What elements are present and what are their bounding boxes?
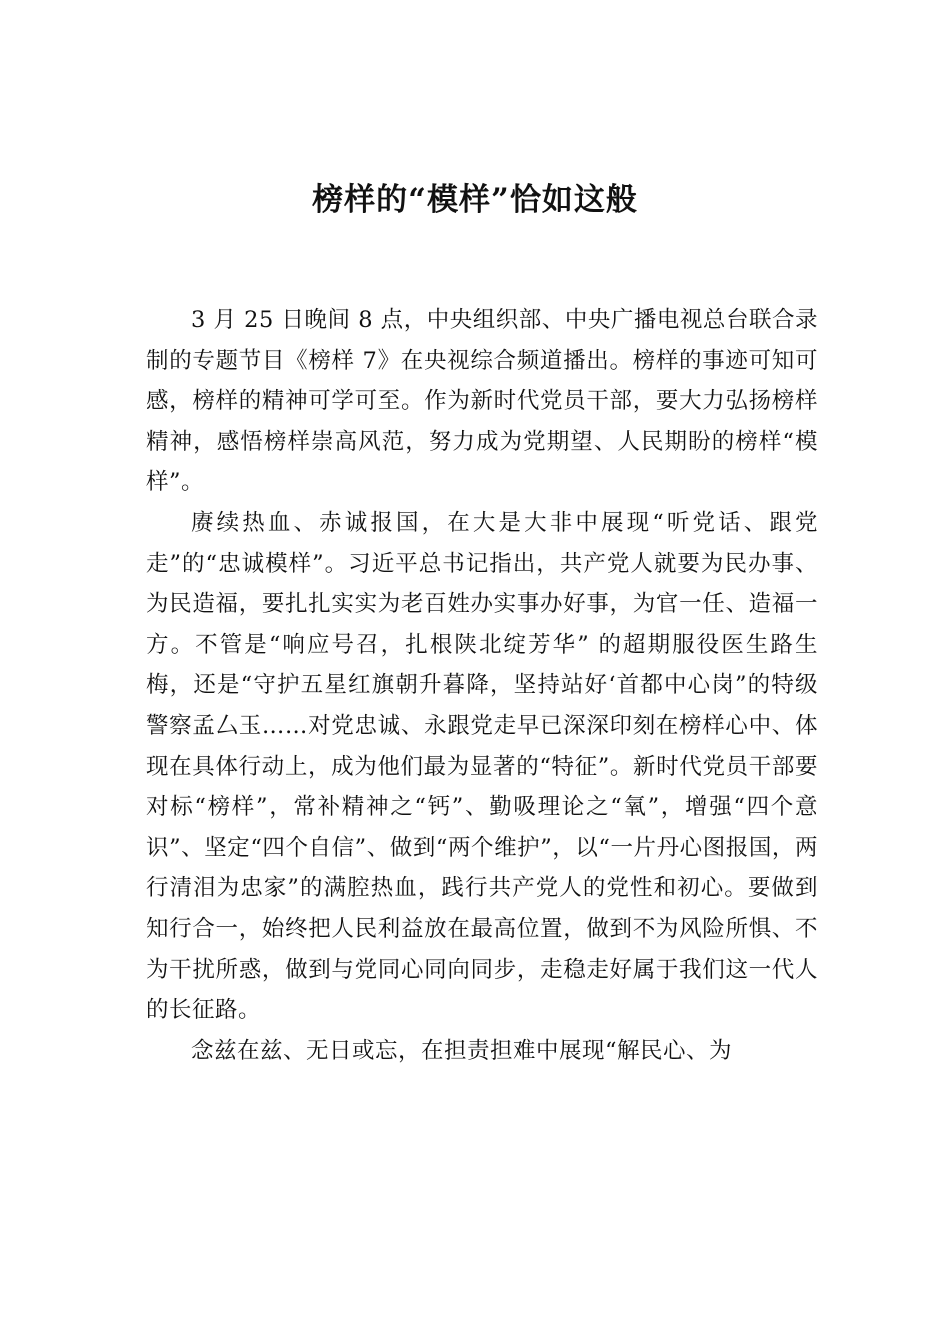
document-body	[146, 300, 818, 1071]
document-title: 榜样的“模样”恰如这般	[312, 182, 638, 218]
paragraph-3: 念兹在兹、无日或忘，在担责担难中展现“解民心、为	[191, 1037, 733, 1064]
paragraph-2: 赓续热血、赤诚报国，在大是大非中展现“听党话、跟党走”的“忠诚模样”。习近平总书记指出，共产党人就要为民办事、为民造福，要扎扎实实为老百姓办实事办好事，为官一任、造福一方。不管是“响应号召，扎根陕北绽芳华” 的超期服役医生路生梅，还是“守护五星红旗朝升暮降，坚持站好‘首都中心岗”的特级警察孟⼛玉……对党忠诚、永跟党走早已深深印刻在榜样心中、体现在具体行动上，成为他们最为显著的“特征”。新时代党员干部要对标“榜样”，常补精神之“钙”、勤吸理论之“氧”，增强“四个意识”、坚定“四个自信”、做到“两个维护”，以“一片丹心图报国，两行清泪为忠家”的满腔热血，践行共产党人的党性和初心。要做到知行合一，始终把人民利益放在最高位置，做到不为风险所惧、不为干扰所惑，做到与党同心同向同步，走稳走好属于我们这一代人的长征路。	[146, 509, 818, 1024]
paragraph-1: 3 月 25 日晚间 8 点，中央组织部、中央广播电视总台联合录制的专题节目《榜样 7》在央视综合频道播出。榜样的事迹可知可感，榜样的精神可学可至。作为新时代党员干部，要大力弘扬榜样精神，感悟榜样崇高风范，努力成为党期望、人民期盼的榜样“模样”。	[146, 307, 818, 496]
